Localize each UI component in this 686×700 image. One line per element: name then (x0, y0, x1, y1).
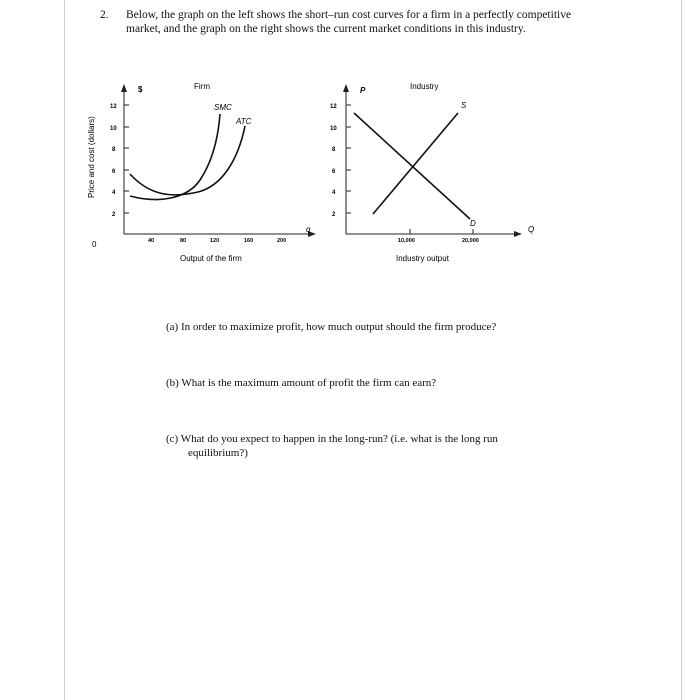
question-text: Below, the graph on the left shows the short–run cost curves for a firm in a perfectly competitive market, and the graph on the right shows the current market conditions in this industry. (126, 9, 572, 35)
industry-y-symbol: P (360, 86, 366, 95)
firm-y-tick-10: 10 (110, 126, 117, 132)
firm-y-tick-2: 2 (112, 212, 116, 218)
part-b-text: What is the maximum amount of profit the firm can earn? (181, 377, 437, 389)
firm-x-tick-160: 160 (244, 238, 254, 244)
part-c-text: What do you expect to happen in the long-run? (i.e. what is the long run (180, 433, 498, 445)
industry-y-tick-12: 12 (330, 104, 337, 110)
industry-y-tick-8: 8 (332, 147, 336, 153)
firm-y-tick-12: 12 (110, 104, 117, 110)
part-b-label: (b) (166, 377, 179, 389)
firm-title: Firm (194, 82, 210, 91)
firm-y-tick-6: 6 (112, 169, 116, 175)
industry-y-arrow (343, 84, 349, 92)
firm-x-ticks (148, 238, 286, 244)
industry-y-tick-2: 2 (332, 212, 336, 218)
industry-x-ticks (398, 229, 479, 244)
part-c (166, 433, 586, 460)
industry-y-ticks (330, 104, 351, 218)
firm-x-symbol: q (306, 225, 311, 234)
industry-x-arrow (514, 231, 522, 237)
firm-y-symbol: $ (138, 85, 143, 94)
firm-x-tick-200: 200 (277, 238, 287, 244)
part-c-label: (c) (166, 433, 179, 445)
industry-y-tick-6: 6 (332, 169, 336, 175)
firm-graph (87, 82, 316, 263)
firm-y-ticks (110, 104, 129, 218)
industry-title: Industry (410, 82, 439, 91)
question-number: 2. (100, 9, 109, 21)
firm-x-label: Output of the firm (180, 254, 242, 263)
atc-label: ATC (236, 117, 252, 126)
firm-x-tick-40: 40 (148, 238, 155, 244)
industry-x-tick-10000: 10,000 (398, 238, 415, 244)
firm-x-tick-80: 80 (180, 238, 187, 244)
demand-line (354, 113, 470, 219)
firm-y-tick-8: 8 (112, 147, 116, 153)
firm-y-tick-4: 4 (112, 190, 116, 196)
industry-x-symbol: Q (528, 225, 535, 234)
demand-label: D (470, 219, 476, 228)
industry-y-tick-10: 10 (330, 126, 337, 132)
part-c-text-cont: equilibrium?) (188, 446, 248, 459)
part-a-label: (a) (166, 321, 179, 333)
firm-origin: 0 (92, 240, 97, 249)
industry-x-label: Industry output (396, 254, 449, 263)
industry-graph (330, 82, 534, 263)
part-a-text: In order to maximize profit, how much output should the firm produce? (180, 321, 497, 333)
y-axis-label: Price and cost (dollars) (87, 116, 96, 198)
atc-curve (130, 126, 245, 195)
supply-label: S (461, 101, 467, 110)
industry-y-tick-4: 4 (332, 190, 336, 196)
supply-line (373, 113, 458, 214)
part-b (166, 377, 586, 391)
industry-x-tick-20000: 20,000 (462, 238, 479, 244)
firm-y-arrow (121, 84, 127, 92)
smc-label: SMC (214, 103, 232, 112)
firm-x-tick-120: 120 (210, 238, 220, 244)
part-a (166, 321, 586, 335)
